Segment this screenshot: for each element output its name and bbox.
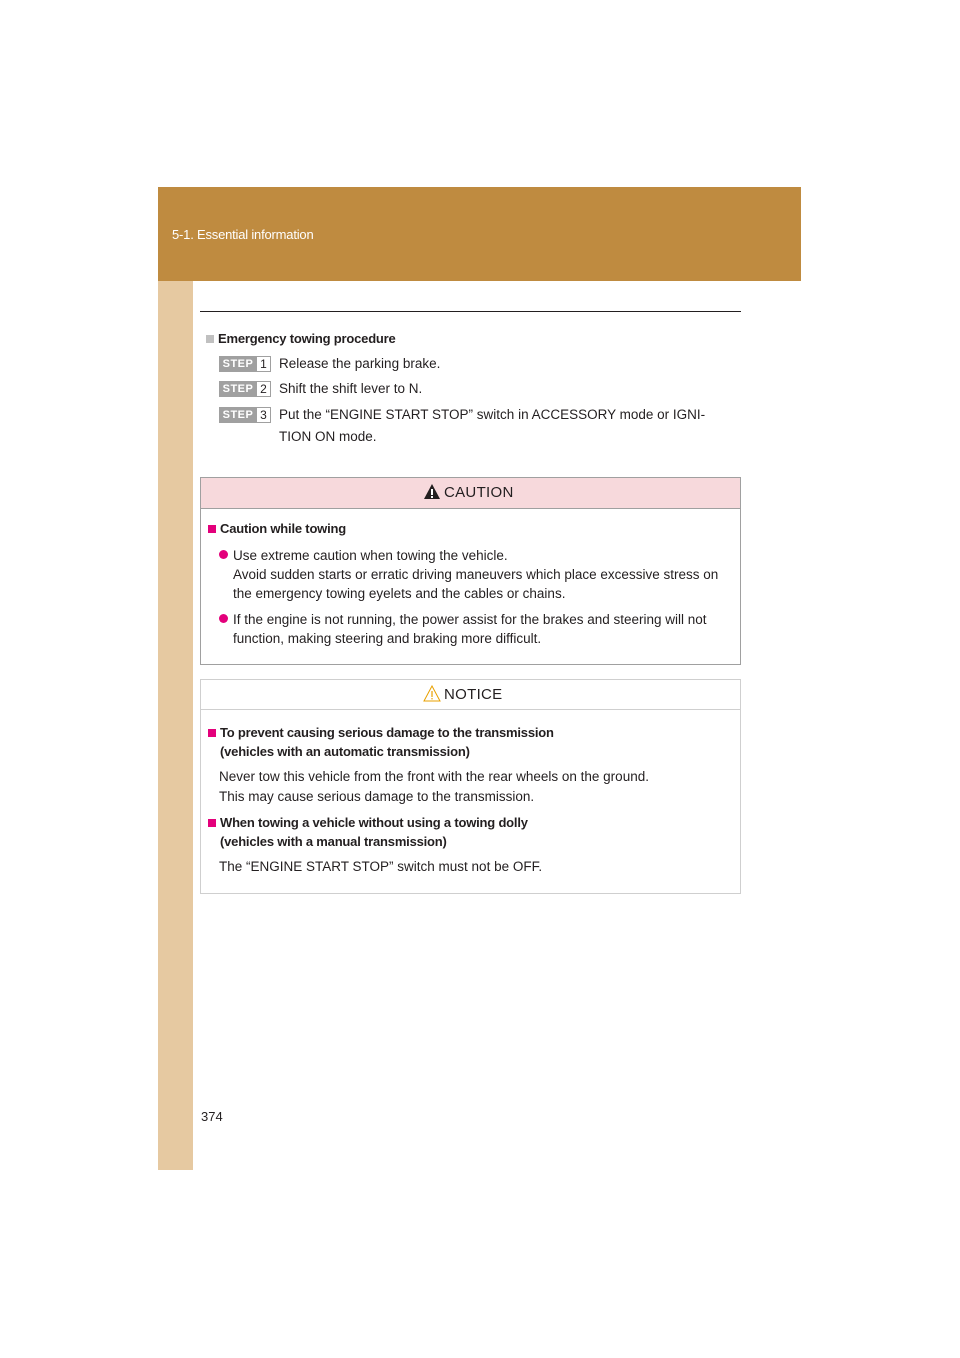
- step-2-text: Shift the shift lever to N.: [279, 381, 423, 396]
- procedure-heading: Emergency towing procedure: [206, 331, 396, 346]
- notice-heading-1: To prevent causing serious damage to the transmission (vehicles with an automatic transmission): [208, 723, 554, 761]
- notice-triangle-icon: [423, 685, 441, 707]
- notice-body-2: The “ENGINE START STOP” switch must not be OFF.: [219, 859, 543, 874]
- section-title: 5-1. Essential information: [172, 227, 314, 242]
- warning-triangle-icon: [423, 483, 441, 505]
- notice-title: NOTICE: [444, 686, 503, 703]
- step-badge-3: STEP 3: [219, 407, 271, 423]
- square-bullet-icon: [208, 819, 216, 827]
- caution-subheading: Caution while towing: [208, 521, 346, 536]
- step-3-text: Put the “ENGINE START STOP” switch in ACCESSORY mode or IGNI- TION ON mode.: [279, 407, 706, 444]
- caution-box: [200, 477, 741, 665]
- square-bullet-icon: [206, 335, 214, 343]
- caution-title: CAUTION: [444, 484, 514, 501]
- square-bullet-icon: [208, 729, 216, 737]
- caution-bullet-1: Use extreme caution when towing the vehicle. Avoid sudden starts or erratic driving maneuvers which place excessive stress on the emergency towing eyelets and the cables or chains.: [219, 546, 739, 603]
- bullet-dot-icon: [219, 614, 228, 623]
- notice-header: [201, 680, 740, 710]
- step-badge-1: STEP 1: [219, 356, 271, 372]
- side-strip: [158, 281, 193, 1170]
- notice-box: [200, 679, 741, 894]
- top-rule: [200, 311, 741, 312]
- square-bullet-icon: [208, 525, 216, 533]
- caution-header: [201, 478, 740, 509]
- bullet-dot-icon: [219, 550, 228, 559]
- step-1-text: Release the parking brake.: [279, 356, 441, 371]
- notice-body-1: Never tow this vehicle from the front with the rear wheels on the ground. This may cause serious damage to the transmission.: [219, 769, 649, 804]
- caution-bullet-2: If the engine is not running, the power assist for the brakes and steering will not function, making steering and braking more difficult.: [219, 610, 739, 648]
- page-number: 374: [201, 1109, 223, 1124]
- step-badge-2: STEP 2: [219, 381, 271, 397]
- notice-heading-2: When towing a vehicle without using a towing dolly (vehicles with a manual transmission): [208, 813, 528, 851]
